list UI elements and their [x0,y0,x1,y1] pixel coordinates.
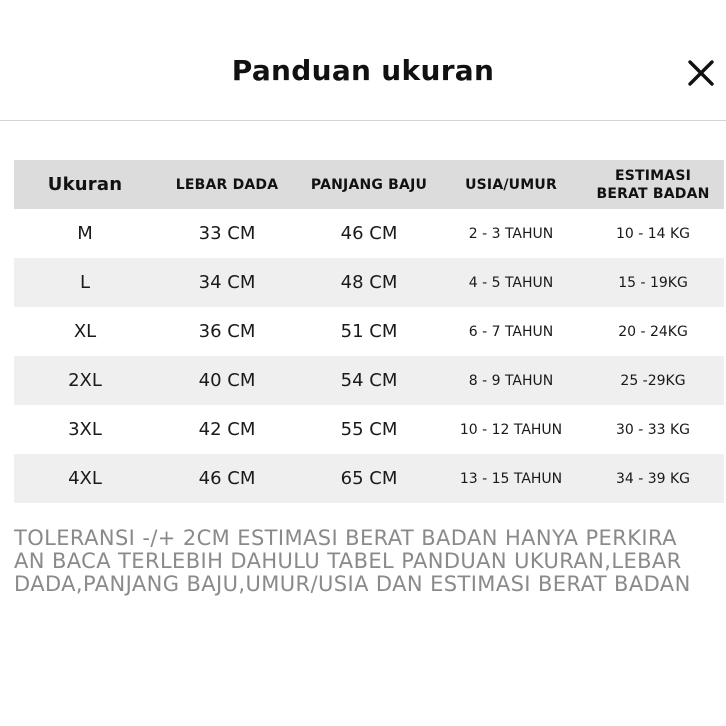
cell-chest: 40 CM [156,356,298,405]
tolerance-note [14,527,726,596]
cell-length: 54 CM [298,356,440,405]
cell-age: 13 - 15 TAHUN [440,454,582,503]
cell-age: 4 - 5 TAHUN [440,258,582,307]
cell-weight: 10 - 14 KG [615,225,691,242]
cell-length: 51 CM [340,321,398,342]
cell-size: M [77,223,93,244]
cell-weight: 15 - 19KG [582,258,724,307]
note-line: DADA,PANJANG BAJU,UMUR/USIA DAN ESTIMASI BERAT BADAN [14,572,691,596]
cell-weight: 34 - 39 KG [582,454,724,503]
cell-size: 2XL [14,356,156,405]
cell-chest: 46 CM [156,454,298,503]
cell-length: 55 CM [340,419,398,440]
size-guide-table [14,160,724,503]
note-line: TOLERANSI -/+ 2CM ESTIMASI BERAT BADAN HANYA PERKIRA [14,526,677,550]
table-row [14,405,724,454]
page-title: Panduan ukuran [231,54,495,87]
cell-weight: 25 -29KG [582,356,724,405]
table-row [14,258,724,307]
cell-age: 8 - 9 TAHUN [440,356,582,405]
note-line: AN BACA TERLEBIH DAHULU TABEL PANDUAN UKURAN,LEBAR [14,549,682,573]
cell-size: XL [73,321,97,342]
cell-size: L [14,258,156,307]
header-usia-umur: USIA/UMUR [440,160,582,209]
close-icon [684,56,718,90]
cell-age: 2 - 3 TAHUN [468,225,554,242]
cell-length: 46 CM [340,223,398,244]
table-row [14,356,724,405]
cell-length: 48 CM [298,258,440,307]
cell-length: 65 CM [298,454,440,503]
table-header-row [14,160,724,209]
table-row [14,307,724,356]
cell-chest: 34 CM [156,258,298,307]
cell-chest: 36 CM [198,321,256,342]
close-button[interactable] [684,56,718,90]
cell-chest: 42 CM [198,419,256,440]
header-panjang-baju: PANJANG BAJU [298,160,440,209]
header-estimasi-berat-badan [582,160,724,209]
modal-header [0,0,726,121]
table-row [14,454,724,503]
header-lebar-dada: LEBAR DADA [156,160,298,209]
cell-age: 10 - 12 TAHUN [459,421,563,438]
header-estimasi: ESTIMASI [614,167,692,184]
table-row [14,209,724,258]
cell-chest: 33 CM [198,223,256,244]
cell-weight: 30 - 33 KG [615,421,691,438]
cell-size: 3XL [68,419,102,440]
header-ukuran: Ukuran [14,160,156,209]
header-berat-badan: BERAT BADAN [596,185,710,202]
cell-weight: 20 - 24KG [618,323,688,340]
cell-age: 6 - 7 TAHUN [468,323,554,340]
cell-size: 4XL [14,454,156,503]
